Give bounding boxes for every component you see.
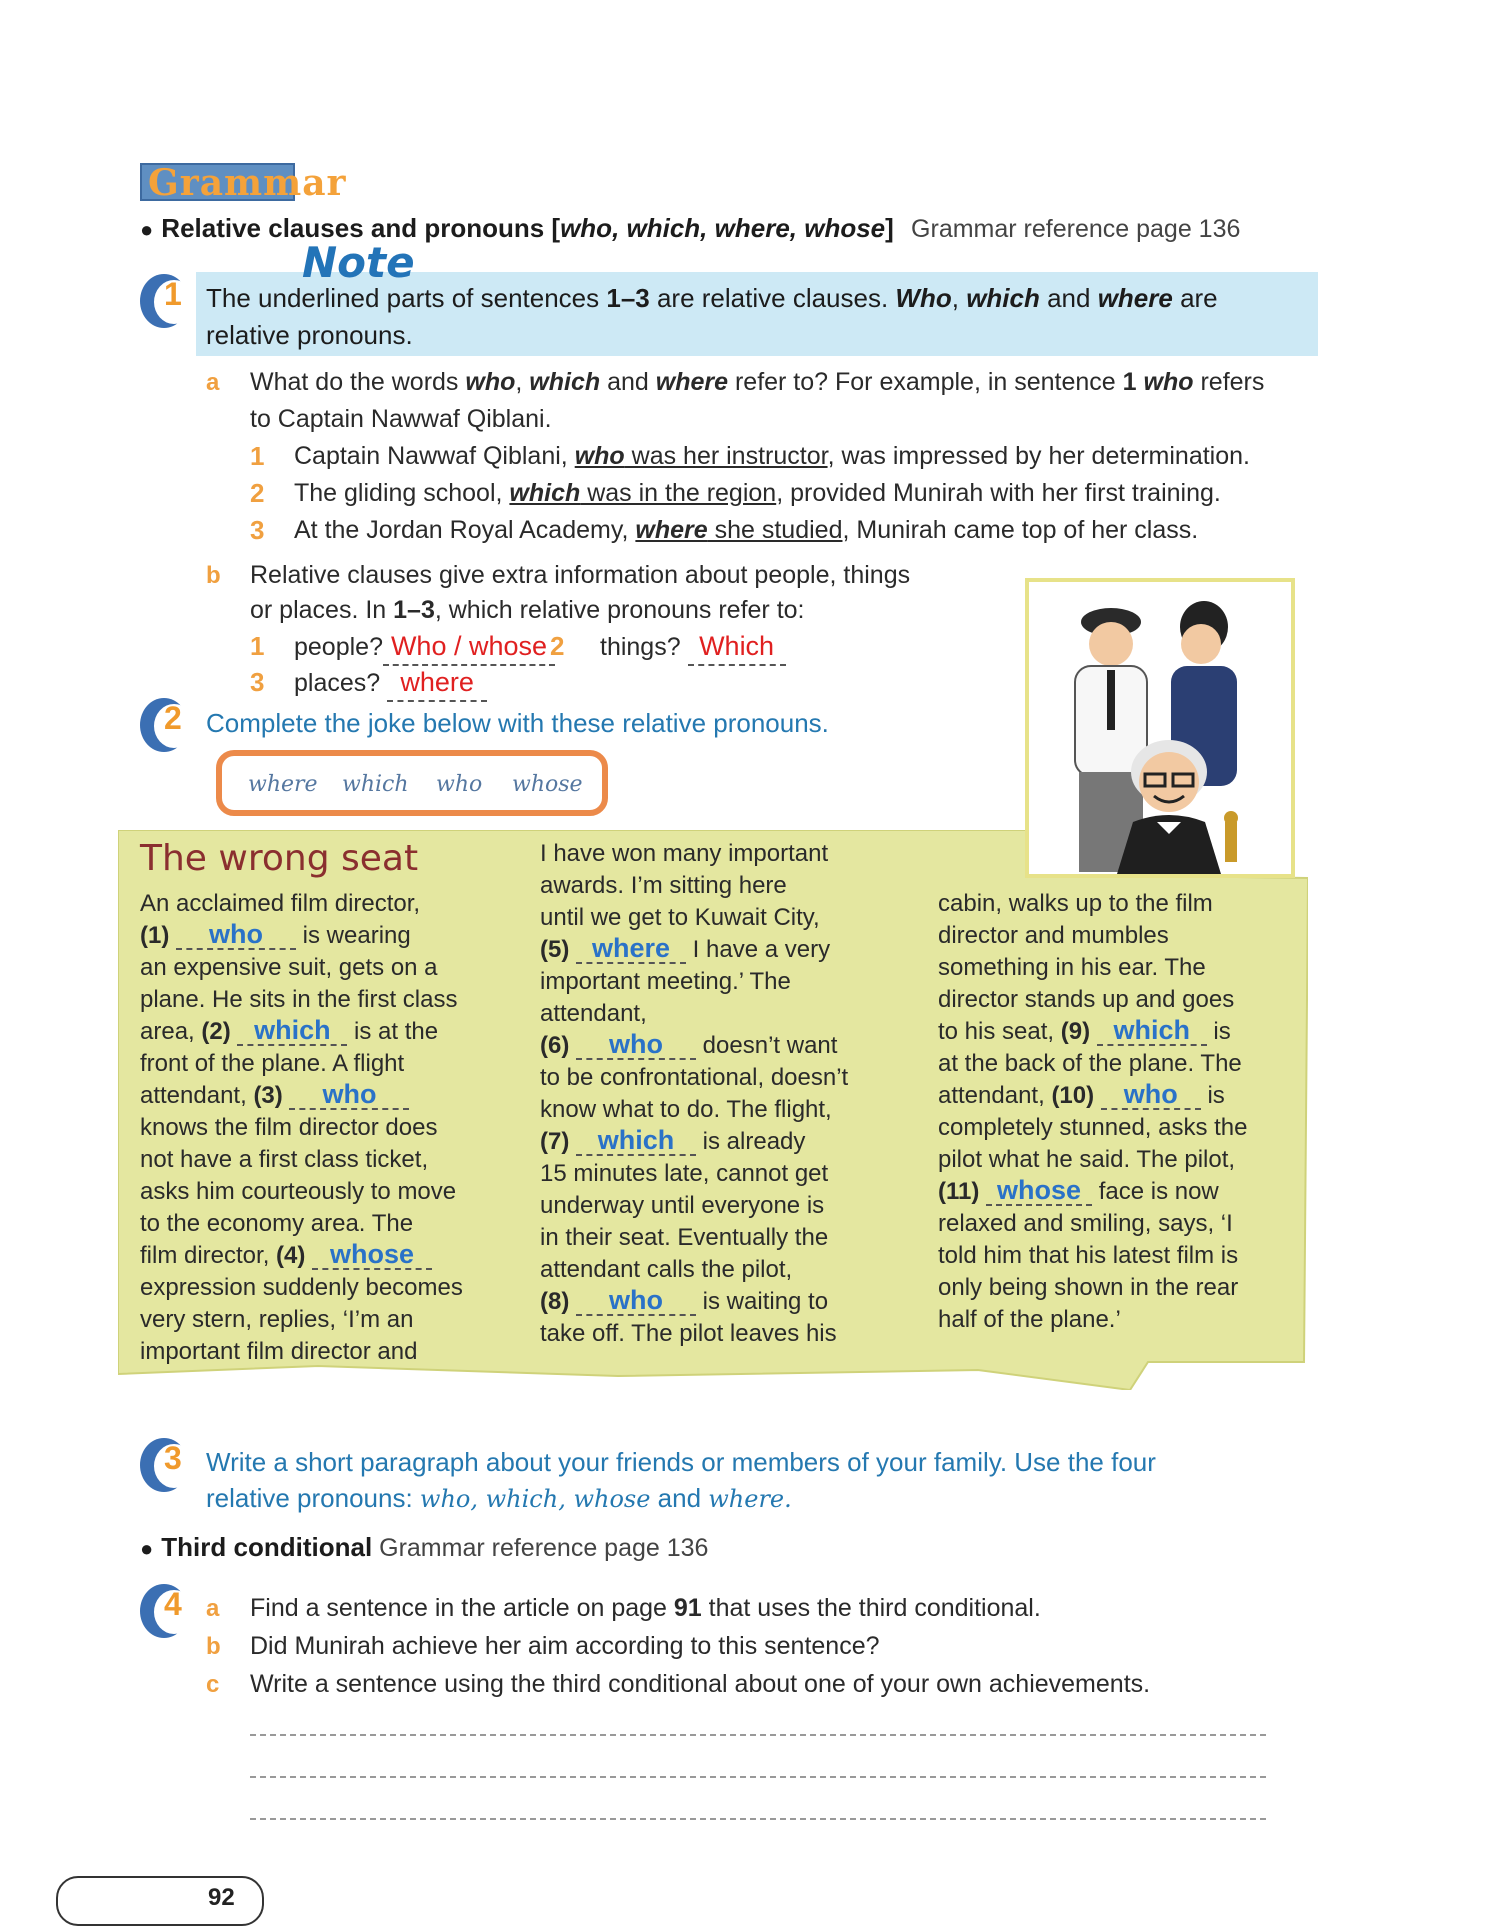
story-title: The wrong seat (140, 838, 419, 879)
blank-7[interactable]: which (576, 1126, 696, 1156)
exercise-2-number: 2 (140, 698, 188, 752)
sentence-2: 2 The gliding school, which was in the region, provided Munirah with her first training. (250, 478, 1221, 508)
illustration-overlay (1025, 578, 1295, 878)
question-people: 1 people? Who / whose (250, 628, 264, 665)
story-column-3: cabin, walks up to the film director and mumbles something in his ear. The director stands up and goes to his seat, (9) which is at the back of the plane. The attendant, (10) who is completely stunned, asks the pilot what he said. The pilot, (11) whose face is now relaxed and smiling, says, ‘I told him that his latest film is only being shown in the rear half of the plane.’ (938, 890, 1248, 1333)
ex1a-line2: to Captain Nawwaf Qiblani. (250, 405, 552, 433)
blank-3[interactable]: who (289, 1080, 409, 1110)
answer-things[interactable]: Which (688, 628, 786, 666)
word-who: who (436, 772, 483, 797)
exercise-3-number: 3 (140, 1438, 188, 1492)
blank-1[interactable]: who (176, 920, 296, 950)
note-text: The underlined parts of sentences 1–3 are relative clauses. Who, which and where are relative pronouns. (206, 283, 1218, 350)
blank-4[interactable]: whose (312, 1240, 432, 1270)
illustration-figures (1029, 582, 1291, 874)
blank-6[interactable]: who (576, 1030, 696, 1060)
word-which: which (342, 772, 409, 797)
blank-11[interactable]: whose (986, 1176, 1092, 1206)
blank-10[interactable]: who (1101, 1080, 1201, 1110)
exercise-4-number: 4 (140, 1584, 188, 1638)
grammar-badge (140, 162, 347, 204)
ex4b: b Did Munirah achieve her aim according to this sentence? (206, 1632, 880, 1660)
word-whose: whose (512, 772, 583, 797)
blank-5[interactable]: where (576, 934, 686, 964)
ex4a: a Find a sentence in the article on page 91 that uses the third conditional. (206, 1594, 1041, 1622)
section-heading-relative-clauses: ● Relative clauses and pronouns [who, which, where, whose] Grammar reference page 136 (140, 213, 1241, 243)
grammar-badge-text: Grammar (148, 162, 347, 204)
answer-people[interactable]: Who / whose (383, 628, 555, 666)
bullet-icon: ● (140, 1536, 154, 1561)
ex3-instruction: Write a short paragraph about your friends or members of your family. Use the four relative pronouns: who, which, whose and where. (206, 1447, 1156, 1513)
blank-8[interactable]: who (576, 1286, 696, 1316)
note-label: Note (302, 238, 415, 287)
sentence-3: 3 At the Jordan Royal Academy, where she studied, Munirah came top of her class. (250, 515, 1199, 545)
blank-2[interactable]: which (237, 1016, 347, 1046)
ex4c: c Write a sentence using the third conditional about one of your own achievements. (206, 1670, 1151, 1698)
story-column-1: An acclaimed film director, (1) who is wearing an expensive suit, gets on a plane. He sits in the first class area, (2) which is at the front of the plane. A flight attendant, (3) who knows the film director does not have a first class ticket, asks him courteously to move to the economy area. The film director, (4) whose expression suddenly becomes very stern, replies, ‘I’m an important film director and (140, 890, 463, 1365)
section-heading-third-conditional: ● Third conditional Grammar reference page 136 (140, 1532, 709, 1562)
ex1a-line1: a What do the words who, which and where refer to? For example, in sentence 1 who refers (206, 368, 1265, 396)
writing-line-2[interactable] (250, 1776, 1266, 1778)
word-box (216, 750, 608, 816)
page-number: 92 (208, 1884, 235, 1911)
story-column-2: I have won many important awards. I’m sitting here until we get to Kuwait City, (5) where I have a very important meeting.’ The attendant, (6) who doesn’t want to be confrontational, doesn’t know what to do. The flight, (7) which is already 15 minutes late, cannot get underway until everyone is in their seat. Eventually the attendant calls the pilot, (8) who is waiting to take off. The pilot leaves his (540, 840, 849, 1347)
writing-line-3[interactable] (250, 1818, 1266, 1820)
ex1b-line1: b Relative clauses give extra information about people, things (206, 561, 911, 589)
writing-line-1[interactable] (250, 1734, 1266, 1736)
bullet-icon: ● (140, 217, 154, 242)
sentence-1: 1 Captain Nawwaf Qiblani, who was her instructor, was impressed by her determination. (250, 441, 1250, 471)
blank-9[interactable]: which (1097, 1016, 1207, 1046)
exercise-1-number: 1 (140, 274, 188, 328)
question-things: 2 things? Which (550, 628, 564, 665)
question-places: 3 places? where (250, 664, 264, 701)
answer-places[interactable]: where (387, 664, 487, 702)
ex1b-line2: or places. In 1–3, which relative pronouns refer to: (250, 596, 805, 624)
ex2-instruction: Complete the joke below with these relative pronouns. (206, 708, 829, 738)
word-where: where (248, 772, 318, 797)
grammar-reference: Grammar reference page 136 (911, 215, 1241, 243)
